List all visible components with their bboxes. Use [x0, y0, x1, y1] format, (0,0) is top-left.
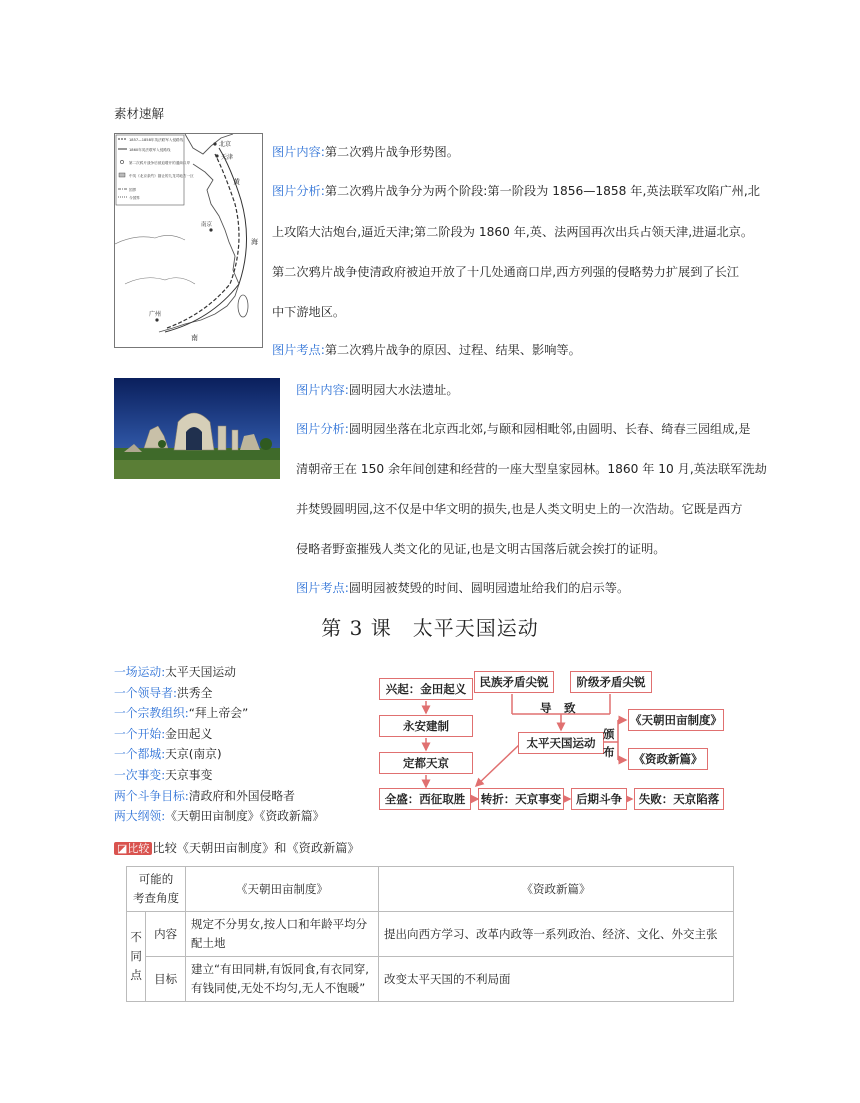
summary-item	[114, 724, 364, 745]
compare-title: 比较《天朝田亩制度》和《资政新篇》	[152, 841, 360, 855]
aspect-cell: 内容	[146, 912, 186, 957]
flow-lead-1: 导	[540, 701, 552, 715]
summary-label: 一个开始:	[114, 726, 166, 741]
summary-value: 洪秀全	[176, 685, 213, 700]
flow-fail-box: 失败：天京陷落	[634, 788, 724, 810]
compare-heading	[114, 839, 360, 856]
summary-value: 太平天国运动	[165, 665, 236, 679]
col2-cell: 改变太平天国的不利局面	[379, 957, 734, 1002]
photo-content-text: 圆明园大水法遗址。	[348, 383, 459, 397]
summary-list	[114, 662, 364, 827]
flow-issue-1: 颁	[603, 727, 615, 741]
photo-analysis-label: 图片分析:	[296, 422, 349, 436]
aspect-cell: 目标	[146, 957, 186, 1002]
compare-badge	[114, 842, 152, 855]
map-content-line	[272, 144, 459, 160]
summary-label: 两大纲领:	[114, 809, 166, 824]
yuanmingyuan-ruins-photo	[114, 378, 280, 479]
summary-value: 《天朝田亩制度》《资政新篇》	[165, 809, 325, 824]
map-label-nanjing: 南京	[201, 222, 213, 228]
flow-yongan-box: 永安建制	[379, 715, 473, 737]
summary-label: 一场运动:	[114, 665, 166, 679]
group-char-0: 不	[130, 930, 142, 944]
photo-analysis-line-2: 并焚毁圆明园,这不仅是中华文明的损失,也是人类文明史上的一次浩劫。它既是西方	[296, 502, 743, 516]
flow-doc1-box: 《天朝田亩制度》	[628, 709, 724, 731]
map-analysis-text-0: 第二次鸦片战争分为两个阶段:第一阶段为 1856—1858 年,英法联军攻陷广州,北	[324, 184, 760, 198]
map-exam-text: 第二次鸦片战争的原因、过程、结果、影响等。	[324, 343, 581, 357]
summary-label: 一次事变:	[114, 767, 166, 782]
compare-badge-text: 比较	[127, 842, 150, 855]
col1-line-1: 建立“有田同耕,有饭同食,有衣同穿,	[191, 962, 369, 976]
summary-item	[114, 765, 364, 786]
map-label-tianjin: 天津	[221, 154, 234, 161]
group-char-1: 同	[130, 949, 142, 963]
col1-line-2: 有钱同使,无处不均匀,无人不饱暖”	[191, 981, 366, 995]
flow-turn-box: 转折：天京事变	[478, 788, 564, 810]
summary-value: “拜上帝会”	[188, 706, 249, 721]
map-analysis-line-2: 第二次鸦片战争使清政府被迫开放了十几处通商口岸,西方列强的侵略势力扩展到了长江	[272, 265, 739, 279]
header-col2: 《资政新篇》	[379, 867, 734, 912]
legend-item-3: 中英《北京条约》割让的九龙司地方一区	[129, 174, 194, 178]
summary-item	[114, 786, 364, 807]
summary-label: 一个都城:	[114, 747, 166, 762]
summary-label: 两个斗争目标:	[114, 788, 189, 803]
flow-national-box: 民族矛盾尖锐	[474, 671, 554, 693]
legend-item-1: 1860年英法联军入侵路线	[129, 148, 171, 152]
table-row	[127, 957, 734, 1002]
legend-item-2: 第二次鸦片战争后被迫增开的通商口岸	[129, 161, 191, 165]
header-col1: 《天朝田亩制度》	[186, 867, 379, 912]
map-analysis-line-1: 上攻陷大沽炮台,逼近天津;第二阶段为 1860 年,英、法两国再次出兵占领天津,进逼北京。	[272, 225, 754, 239]
summary-item	[114, 683, 364, 704]
flow-movement-box: 太平天国运动	[518, 732, 604, 754]
map-label-yellow: 黄	[233, 178, 240, 186]
col1-line-2: 配土地	[191, 936, 226, 950]
summary-item	[114, 662, 364, 683]
flow-class-box: 阶级矛盾尖锐	[570, 671, 652, 693]
summary-value: 金田起义	[165, 726, 213, 741]
photo-analysis-text-0: 圆明园坐落在北京西北郊,与颐和园相毗邻,由圆明、长春、绮春三园组成,是	[348, 422, 751, 436]
map-content-text: 第二次鸦片战争形势图。	[324, 145, 459, 159]
summary-item	[114, 744, 364, 765]
photo-content-line	[296, 382, 459, 398]
map-label-sea-east: 海	[251, 238, 258, 246]
legend-item-0: 1857—1858年英法联军入侵路线	[129, 138, 184, 142]
photo-content-label: 图片内容:	[296, 383, 349, 397]
col1-cell	[186, 957, 379, 1002]
group-char-2: 点	[130, 968, 142, 982]
col2-cell: 提出向西方学习、改革内政等一系列政治、经济、文化、外交主张	[379, 912, 734, 957]
map-analysis-line-3: 中下游地区。	[272, 305, 346, 319]
header-angle-cell	[127, 867, 186, 912]
taiping-flowchart	[376, 668, 736, 814]
flow-tianjing-box: 定都天京	[379, 752, 473, 774]
photo-exam-label: 图片考点:	[296, 581, 349, 595]
flow-late-box: 后期斗争	[571, 788, 627, 810]
flow-issue-2: 布	[603, 745, 615, 759]
flow-doc2-box: 《资政新篇》	[628, 748, 708, 770]
summary-item	[114, 806, 364, 827]
map-label-guangzhou: 广州	[149, 311, 162, 318]
col1-cell	[186, 912, 379, 957]
header-angle-1: 可能的	[138, 872, 174, 886]
flow-peak-box: 全盛：西征取胜	[379, 788, 471, 810]
summary-label: 一个宗教组织:	[114, 706, 189, 721]
compare-badge-icon: ◪	[117, 842, 128, 855]
photo-exam-line	[296, 580, 629, 596]
photo-exam-text: 圆明园被焚毁的时间、圆明园遗址给我们的启示等。	[348, 581, 630, 595]
table-header-row	[127, 867, 734, 912]
section-heading: 素材速解	[114, 106, 165, 121]
photo-analysis-line-3: 侵略者野蛮摧残人类文化的见证,也是文明古国落后就会挨打的证明。	[296, 542, 666, 556]
map-exam-line	[272, 342, 581, 358]
map-analysis-line-0	[272, 183, 760, 199]
second-opium-war-map	[114, 133, 263, 348]
legend-item-4: 国界	[129, 188, 137, 192]
compare-table	[126, 866, 734, 1002]
photo-analysis-line-1: 清朝帝王在 150 余年间创建和经营的一座大型皇家园林。1860 年 10 月,英法联军洗劫	[296, 462, 767, 476]
summary-label: 一个领导者:	[114, 685, 177, 700]
summary-item	[114, 703, 364, 724]
col1-line-1: 规定不分男女,按人口和年龄平均分	[191, 917, 368, 931]
summary-value: 天京(南京)	[165, 747, 222, 762]
flow-rise-box: 兴起：金田起义	[379, 678, 473, 700]
map-analysis-label: 图片分析:	[272, 184, 325, 198]
map-label-sea-south: 南	[191, 334, 198, 342]
lesson-title: 第 3 课 太平天国运动	[321, 616, 539, 640]
map-exam-label: 图片考点:	[272, 343, 325, 357]
flow-lead-2: 致	[564, 701, 576, 715]
photo-analysis-line-0	[296, 421, 750, 437]
summary-value: 天京事变	[165, 767, 213, 782]
map-label-beijing: 北京	[219, 141, 232, 148]
summary-value: 清政府和外国侵略者	[188, 788, 295, 803]
map-content-label: 图片内容:	[272, 145, 325, 159]
table-row	[127, 912, 734, 957]
group-cell	[127, 912, 146, 1002]
legend-item-5: 今国界	[129, 196, 140, 200]
header-angle-2: 考查角度	[133, 891, 179, 905]
